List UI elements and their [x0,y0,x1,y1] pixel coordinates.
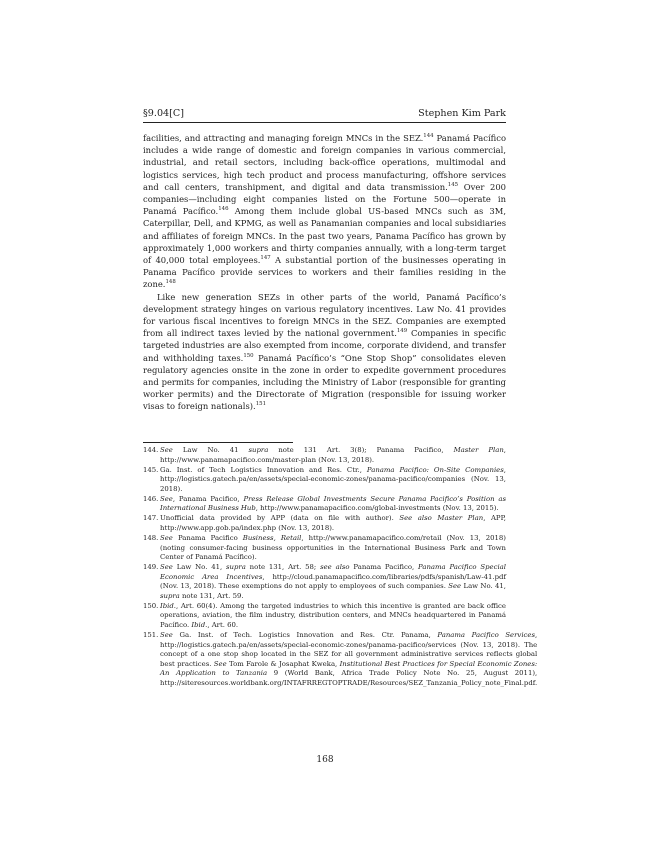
footnote-ref[interactable]: 148 [165,279,176,286]
footnote-ref[interactable]: 145 [447,182,459,189]
footnote-ref[interactable]: 144 [423,133,434,140]
paragraph-2: Like new generation SEZs in other parts of the world, Panamá Pacífico’s development strategy hinges on various regulatory incentives. Law No. 41 provides for various fiscal incentives to foreign MNCs in the SEZ. Companies are exempted from all indirect taxes levied by the national government.$^{149}$ Companies in specific targeted industries are also exempted from income, corporate dividend, and transfer and withholding taxes.$^{150}$ Panamá Pacífico’s “One Stop Shop” consolidates eleven regulatory agencies onsite in the zone in order to expedite government procedures and permits for companies, including the Ministry of Labor (responsible for granting worker permits) and the Directorate of Migration (responsible for issuing worker visas to foreign nationals).$^{151}$ [143,291,506,412]
body-text [143,132,506,413]
footnote-147: 147. Unofficial data provided by APP (data on file with author). See also Master Plan, APP, http://www.app.gob.pa/index.php (Nov. 13, 2018). [143,514,506,532]
footnote-rule [143,442,293,443]
footnote-ref[interactable]: 150 [243,352,254,359]
footnotes [143,446,538,689]
footnote-ref[interactable]: 151 [255,401,266,408]
header-rule [143,122,506,123]
footnote-ref[interactable]: 147 [260,255,271,262]
section-label: §9.04[C] [143,108,184,119]
footnote-149: 149. See Law No. 41, supra note 131, Art. 58; see also Panama Pacifico, Panama Pacifico Special Economic Area Incentives, http://cloud.panamapacifico.com/libraries/pdfs/spanish/Law-41.pdf (Nov. 13, 2018). These exemptions do not apply to employees of such companies. See Law No. 41, supra note 131, Art. 59. [143,563,506,600]
footnote-ref[interactable]: 146 [218,206,229,213]
page-number: 168 [316,755,334,765]
paragraph-1: facilities, and attracting and managing foreign MNCs in the SEZ.$^{144}$ Panamá Pacífico includes a wide range of domestic and foreign companies in various commercial, industrial, and retail sectors, including back-office operations, multimodal and logistics services, high tech product and process manufacturing, offshore services and call centers, transhipment, and digital and data transmission.$^{145}$ Over 200 companies—including eight companies listed on the Fortune 500—operate in Panamá Pacífico.$^{146}$ Among them include global US-based MNCs such as 3M, Caterpillar, Dell, and KPMG, as well as Panamanian companies and local subsidiaries and affiliates of foreign MNCs. In the past two years, Panama Pacífico has grown by approximately 1,000 workers and thirty companies annually, with a long-term target of 40,000 total employees.$^{147}$ A substantial portion of the businesses operating in Panama Pacífico provide services to workers and their families residing in the zone.$^{148}$ [143,133,506,290]
footnote-148: 148. See Panama Pacifico Business, Retail, http://www.panamapacifico.com/retail (Nov. 13, 2018) (noting consumer-facing business opportunities in the International Business Park and Town Center of Panamá Pacífico). [143,533,506,562]
footnote-ref[interactable]: 149 [396,328,408,335]
footnote-146: 146. See, Panama Pacifico, Press Release Global Investments Secure Panama Pacifico’s Position as International Business Hub, http://www.panamapacifico.com/global-investments (Nov. 13, 2015). [143,494,507,513]
author-name: Stephen Kim Park [418,108,506,119]
footnote-144: 144. See Law No. 41 supra note 131 Art. 3(8); Panama Pacifico, Master Plan, http://www.panamapacifico.com/master-plan (Nov. 13, 2018). [143,446,506,464]
footnote-150: 150. Ibid., Art. 60(4). Among the targeted industries to which this incentive is granted are back office operations, aviation, the film industry, distribution centers, and MNCs headquartered in Panamá Pacífico. Ibid., Art. 60. [143,601,506,630]
footnote-151: 151. See Ga. Inst. of Tech. Logistics Innovation and Res. Ctr. Panama, Panama Pacifico Services, http://logistics.gatech.pa/en/assets/special-economic-zones/panama-pacifico/services (Nov. 13, 2018). The concept of a one stop shop located in the SEZ for all government administrative services reflects global best practices. See Tom Farole & Josaphat Kweka, Institutional Best Practices for Special Economic Zones: An Application to Tanzania 9 (World Bank, Africa Trade Policy Note No. 25, August 2011), http://siteresources.worldbank.org/INTAFRREGTOPTRADE/Resources/SEZ_Tanzania_Policy_note_Final.pdf. [143,631,538,687]
footnote-145: 145. Ga. Inst. of Tech Logistics Innovation and Res. Ctr., Panama Pacifico: On-Site Companies, http://logistics.gatech.pa/en/assets/special-economic-zones/panama-pacifico/companies (Nov. 13, 2018). [143,465,506,493]
